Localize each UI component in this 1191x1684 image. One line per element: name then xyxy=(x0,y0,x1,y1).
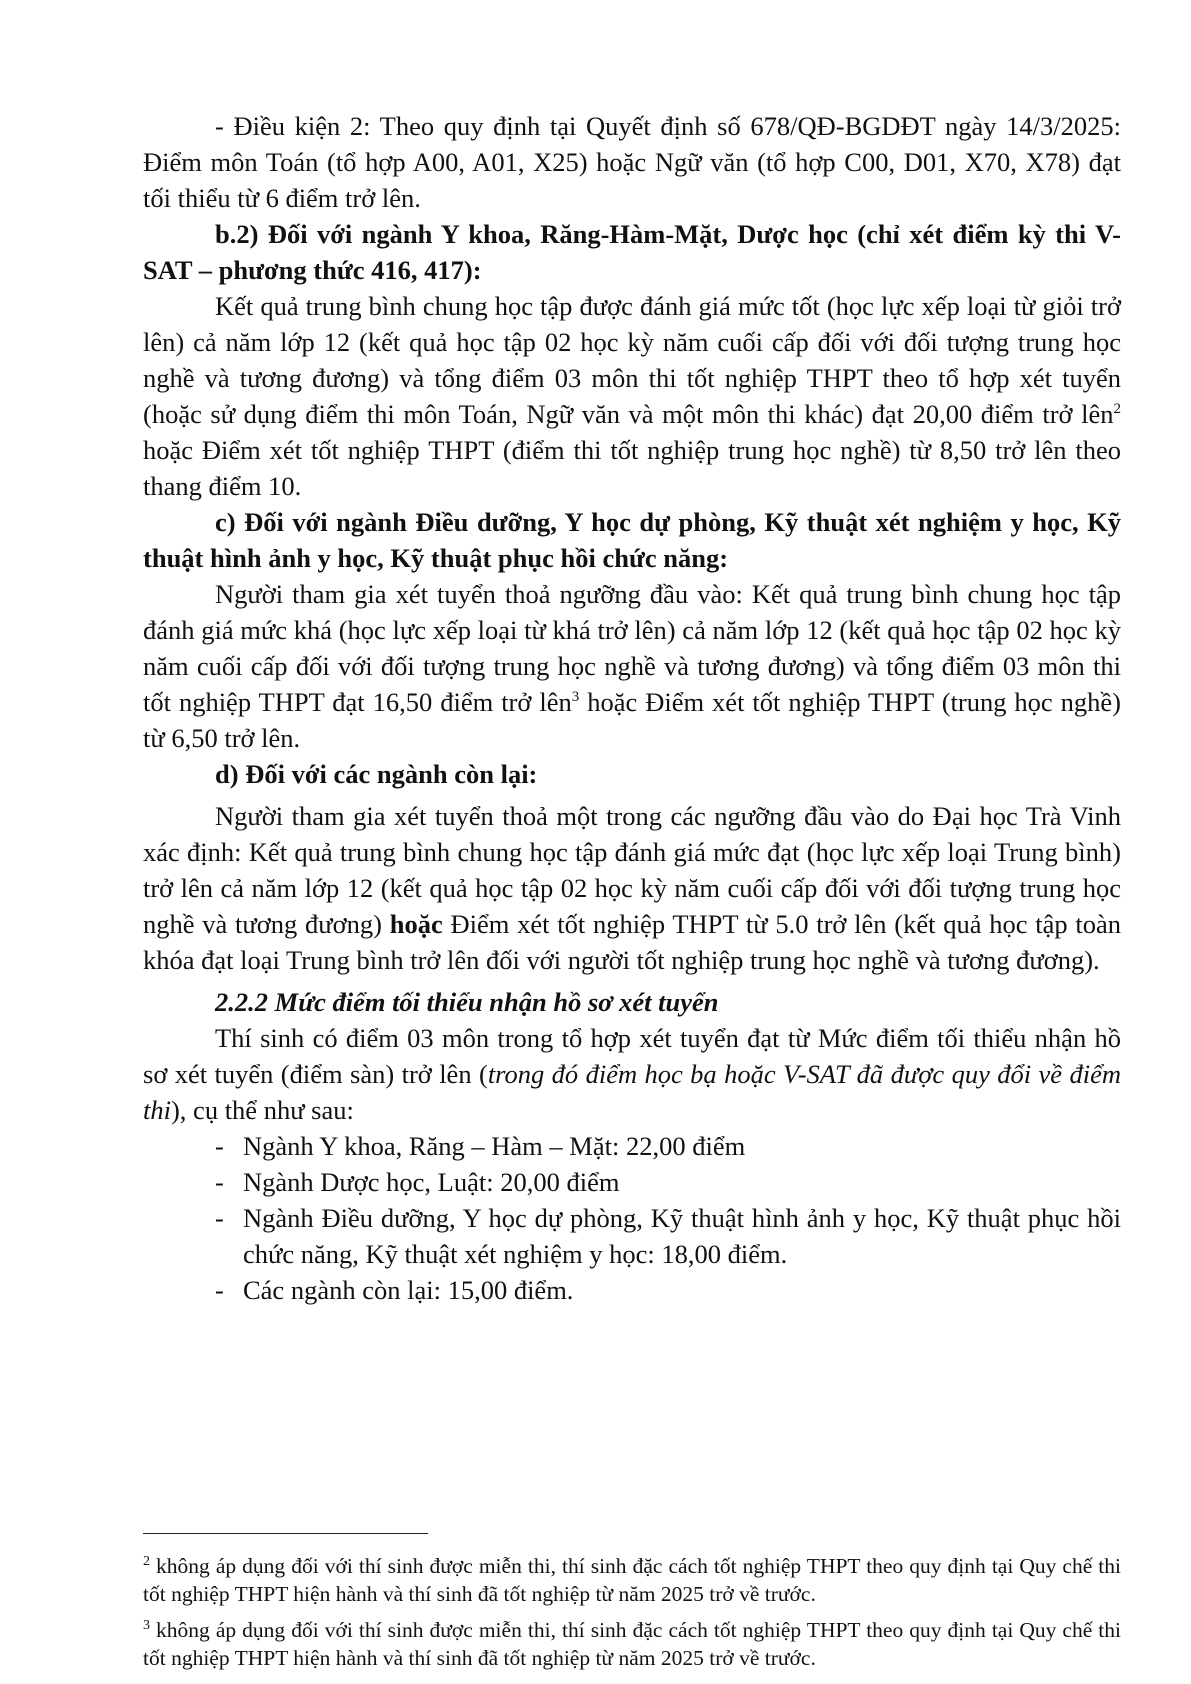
footnote-mark-2: 2 xyxy=(143,1553,150,1569)
list-item xyxy=(143,1272,1121,1308)
footnote-3 xyxy=(143,1616,1121,1672)
min-score-list xyxy=(143,1128,1121,1308)
footnote-ref-2[interactable]: 2 xyxy=(1113,401,1121,418)
section-222-italic-text: trong đó điểm học bạ hoặc V-SAT đã được quy đổi về điểm thi xyxy=(143,1059,1121,1125)
section-d-text-cont: Điểm xét tốt nghiệp THPT từ 5.0 trở lên (kết quả học tập toàn khóa đạt loại Trung bình trở lên đối với người tốt nghiệp trung học nghề và tương đương). xyxy=(143,909,1121,975)
list-item xyxy=(143,1200,1121,1272)
section-222-heading: 2.2.2 Mức điểm tối thiểu nhận hồ sơ xét tuyển xyxy=(215,987,719,1017)
footnote-separator xyxy=(143,1533,428,1534)
footnote-2-text: không áp dụng đối với thí sinh được miễn thi, thí sinh đặc cách tốt nghiệp THPT theo quy định tại Quy chế thi tốt nghiệp THPT hiện hành và thí sinh đã tốt nghiệp từ năm 2025 trở về trước. xyxy=(143,1554,1121,1606)
section-222-text-cont: ), cụ thể như sau: xyxy=(170,1095,354,1125)
footnote-3-text: không áp dụng đối với thí sinh được miễn thi, thí sinh đặc cách tốt nghiệp THPT theo quy định tại Quy chế thi tốt nghiệp THPT hiện hành và thí sinh đã tốt nghiệp từ năm 2025 trở về trước. xyxy=(143,1618,1121,1670)
section-d-text: Người tham gia xét tuyển thoả một trong các ngưỡng đầu vào do Đại học Trà Vinh xác định: Kết quả trung bình chung học tập đánh giá mức đạt (học lực xếp loại Trung bình) trở lên cả năm lớp 12 (kết quả học tập 02 học kỳ năm cuối cấp đối với đối tượng trung học nghề và tương đương) xyxy=(143,801,1121,939)
dash-marker: - xyxy=(215,1131,224,1161)
list-item-text: Các ngành còn lại: 15,00 điểm. xyxy=(243,1275,574,1305)
section-c-text-cont: hoặc Điểm xét tốt nghiệp THPT (trung học nghề) từ 6,50 trở lên. xyxy=(143,687,1121,753)
footnote-mark-3: 3 xyxy=(143,1617,150,1633)
footnotes xyxy=(143,1552,1121,1680)
document-body xyxy=(143,108,1121,1308)
list-item-text: Ngành Y khoa, Răng – Hàm – Mặt: 22,00 điểm xyxy=(243,1131,746,1161)
list-item-text: Ngành Dược học, Luật: 20,00 điểm xyxy=(243,1167,620,1197)
dash-marker: - xyxy=(215,1203,224,1233)
section-c-paragraph xyxy=(143,576,1121,756)
section-d-heading: d) Đối với các ngành còn lại: xyxy=(215,759,538,789)
footnote-ref-3[interactable]: 3 xyxy=(571,689,580,706)
footnote-2 xyxy=(143,1552,1121,1608)
section-d-paragraph xyxy=(143,798,1121,978)
dash-marker: - xyxy=(215,1167,224,1197)
dash-marker: - xyxy=(215,1275,224,1305)
condition-2-paragraph: - Điều kiện 2: Theo quy định tại Quyết định số 678/QĐ-BGDĐT ngày 14/3/2025: Điểm môn Toán (tổ hợp A00, A01, X25) hoặc Ngữ văn (tổ hợp C00, D01, X70, X78) đạt tối thiểu từ 6 điểm trở lên. xyxy=(143,111,1121,213)
section-c-text: Người tham gia xét tuyển thoả ngưỡng đầu vào: Kết quả trung bình chung học tập đánh giá mức khá (học lực xếp loại từ khá trở lên) cả năm lớp 12 (kết quả học tập 02 học kỳ năm cuối cấp đối với đối tượng trung học nghề và tương đương) và tổng điểm 03 môn thi tốt nghiệp THPT đạt 16,50 điểm trở lên xyxy=(143,579,1121,717)
section-222-text: Thí sinh có điểm 03 môn trong tổ hợp xét tuyển đạt từ Mức điểm tối thiểu nhận hồ sơ xét tuyển (điểm sàn) trở lên ( xyxy=(143,1023,1121,1089)
section-b2-text: Kết quả trung bình chung học tập được đánh giá mức tốt (học lực xếp loại từ giỏi trở lên) cả năm lớp 12 (kết quả học tập 02 học kỳ năm cuối cấp đối với đối tượng trung học nghề và tương đương) và tổng điểm 03 môn thi tốt nghiệp THPT theo tổ hợp xét tuyển (hoặc sử dụng điểm thi môn Toán, Ngữ văn và một môn thi khác) đạt 20,00 điểm trở lên xyxy=(143,291,1121,429)
section-b2-heading: b.2) Đối với ngành Y khoa, Răng-Hàm-Mặt, Dược học (chỉ xét điểm kỳ thi V-SAT – phương thức 416, 417): xyxy=(143,219,1121,285)
section-b2-paragraph xyxy=(143,288,1121,504)
list-item xyxy=(143,1128,1121,1164)
section-222-paragraph xyxy=(143,1020,1121,1128)
section-c-heading: c) Đối với ngành Điều dưỡng, Y học dự phòng, Kỹ thuật xét nghiệm y học, Kỹ thuật hình ảnh y học, Kỹ thuật phục hồi chức năng: xyxy=(143,507,1121,573)
list-item-text: Ngành Điều dưỡng, Y học dự phòng, Kỹ thuật hình ảnh y học, Kỹ thuật phục hồi chức năng, Kỹ thuật xét nghiệm y học: 18,00 điểm. xyxy=(243,1203,1121,1269)
section-b2-text-cont: hoặc Điểm xét tốt nghiệp THPT (điểm thi tốt nghiệp trung học nghề) từ 8,50 trở lên theo thang điểm 10. xyxy=(143,435,1121,501)
list-item xyxy=(143,1164,1121,1200)
section-d-bold-word: hoặc xyxy=(389,909,443,939)
